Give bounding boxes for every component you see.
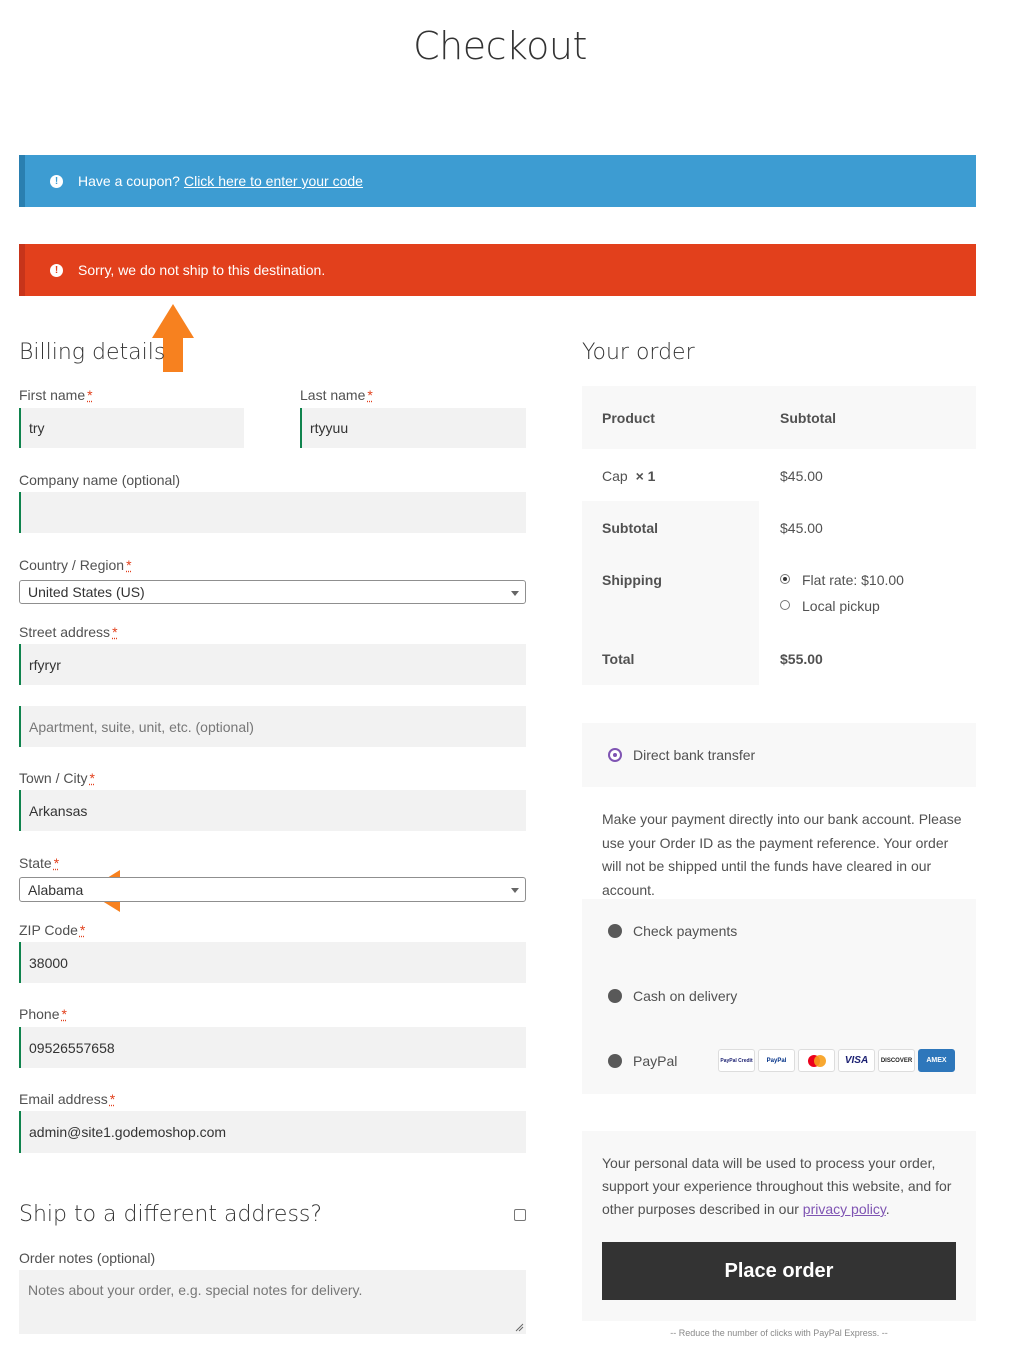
- discover-icon: DISCOVER: [878, 1049, 915, 1072]
- country-label: Country / Region *: [19, 557, 132, 573]
- cod-label[interactable]: Cash on delivery: [633, 988, 738, 1004]
- page-title: Checkout: [413, 24, 587, 68]
- state-value: Alabama: [28, 881, 84, 898]
- street-field[interactable]: rfyryr: [19, 644, 526, 685]
- last-name-field[interactable]: rtyyuu: [300, 408, 526, 448]
- paypal-logo-icon: PayPal: [758, 1049, 795, 1072]
- street-label: Street address *: [19, 624, 118, 640]
- first-name-field[interactable]: try: [19, 408, 244, 448]
- city-field[interactable]: Arkansas: [19, 790, 526, 831]
- first-name-label: First name *: [19, 387, 93, 403]
- privacy-notice: Your personal data will be used to process your order, support your experience throughout this website, and for other purposes described in our privacy policy.: [602, 1155, 952, 1217]
- error-notice: [19, 244, 976, 296]
- flat-rate-radio[interactable]: [780, 574, 790, 584]
- city-label: Town / City *: [19, 770, 95, 786]
- email-field[interactable]: admin@site1.godemoshop.com: [19, 1111, 526, 1153]
- resize-grip-icon[interactable]: [514, 1322, 524, 1332]
- amex-icon: AMEX: [918, 1049, 955, 1072]
- paypal-express-note: -- Reduce the number of clicks with PayPal Express. --: [670, 1328, 888, 1338]
- mastercard-icon: [798, 1049, 835, 1072]
- bank-transfer-label[interactable]: Direct bank transfer: [633, 747, 756, 763]
- coupon-notice: [19, 155, 976, 207]
- company-field[interactable]: [19, 492, 526, 533]
- card-logos: [718, 1049, 955, 1072]
- error-icon: !: [50, 264, 63, 277]
- total-value: $55.00: [780, 651, 823, 667]
- subtotal-label: Subtotal: [602, 520, 658, 536]
- visa-icon: VISA: [838, 1049, 875, 1072]
- item-price: $45.00: [780, 468, 823, 484]
- phone-label: Phone *: [19, 1006, 67, 1022]
- local-pickup-label: Local pickup: [802, 598, 880, 614]
- chevron-down-icon: [511, 591, 519, 596]
- flat-rate-label: Flat rate: $10.00: [802, 572, 904, 588]
- paypal-label[interactable]: PayPal: [633, 1053, 678, 1069]
- info-icon: !: [50, 175, 63, 188]
- zip-label: ZIP Code *: [19, 922, 86, 938]
- paypal-credit-icon: PayPal Credit: [718, 1049, 755, 1072]
- total-label: Total: [602, 651, 635, 667]
- order-notes-field[interactable]: [19, 1270, 526, 1334]
- check-payments-label[interactable]: Check payments: [633, 923, 738, 939]
- paypal-radio[interactable]: [608, 1054, 622, 1068]
- bank-transfer-radio[interactable]: [608, 748, 622, 762]
- billing-heading: Billing details: [19, 340, 166, 365]
- state-label: State *: [19, 855, 60, 871]
- coupon-link[interactable]: Click here to enter your code: [183, 173, 363, 189]
- col-subtotal-header: Subtotal: [780, 410, 836, 426]
- apartment-field[interactable]: Apartment, suite, unit, etc. (optional): [19, 706, 526, 747]
- phone-field[interactable]: 09526557658: [19, 1027, 526, 1068]
- your-order-heading: Your order: [582, 340, 695, 365]
- zip-field[interactable]: 38000: [19, 942, 526, 983]
- local-pickup-radio[interactable]: [780, 600, 790, 610]
- order-notes-label: Order notes (optional): [19, 1250, 156, 1266]
- last-name-label: Last name *: [300, 387, 373, 403]
- ship-different-heading: Ship to a different address?: [19, 1202, 323, 1227]
- check-payments-radio[interactable]: [608, 924, 622, 938]
- privacy-policy-link[interactable]: privacy policy: [802, 1201, 886, 1217]
- email-label: Email address *: [19, 1091, 116, 1107]
- cod-radio[interactable]: [608, 989, 622, 1003]
- order-review-table: [582, 386, 976, 685]
- place-order-button[interactable]: Place order: [602, 1242, 956, 1300]
- country-value: United States (US): [28, 584, 145, 600]
- order-notes-placeholder: Notes about your order, e.g. special notes for delivery.: [28, 1282, 363, 1298]
- chevron-down-icon: [511, 888, 519, 893]
- country-select[interactable]: [19, 580, 526, 604]
- error-text: Sorry, we do not ship to this destination.: [78, 262, 326, 278]
- company-label: Company name (optional): [19, 472, 181, 488]
- coupon-text: Have a coupon?: [78, 173, 180, 189]
- subtotal-value: $45.00: [780, 520, 823, 536]
- item-name: Cap × 1: [602, 468, 656, 484]
- ship-different-checkbox[interactable]: [514, 1209, 526, 1221]
- shipping-label: Shipping: [602, 572, 662, 588]
- col-product-header: Product: [602, 410, 655, 426]
- bank-transfer-description: Make your payment directly into our bank account. Please use your Order ID as the payment reference. Your order will not be shipped until the funds have cleared in our account.: [602, 811, 962, 898]
- state-select[interactable]: [19, 877, 526, 902]
